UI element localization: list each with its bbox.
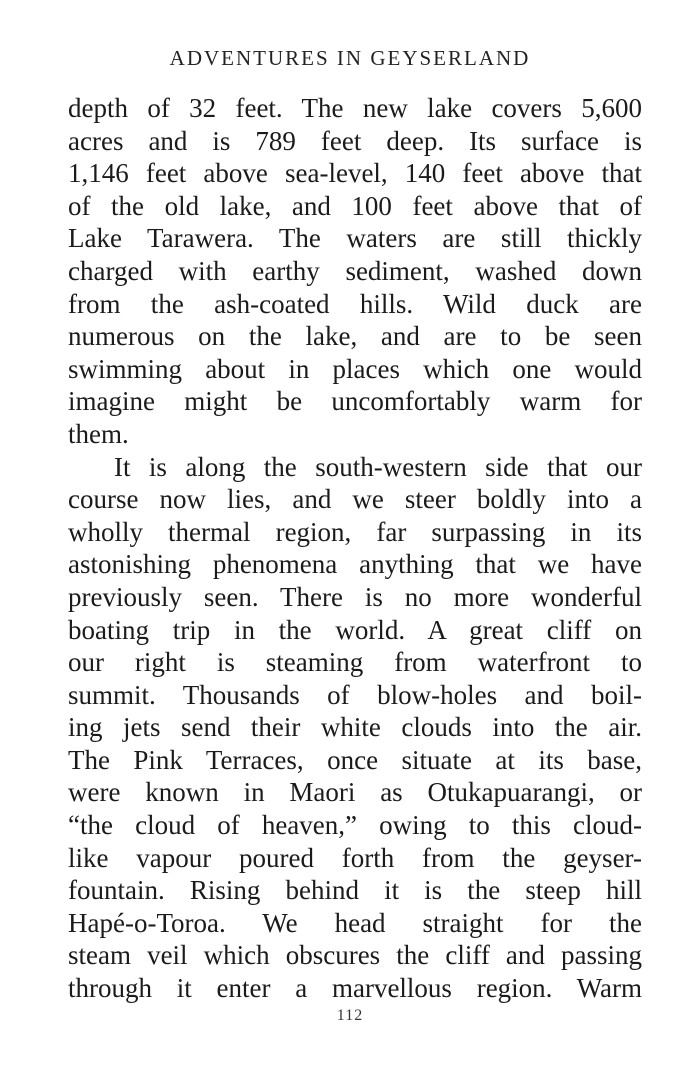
text-line: imagine might be uncomfortably warm for (68, 386, 642, 417)
text-line: summit. Thousands of blow-holes and boil- (68, 679, 642, 710)
text-line: boating trip in the world. A great cliff on (68, 614, 642, 645)
text-line: swimming about in places which one would (68, 353, 642, 384)
text-line: The Pink Terraces, once situate at its base, (68, 744, 642, 775)
text-line: Hapé-o-Toroa. We head straight for the (68, 907, 642, 938)
text-line: previously seen. There is no more wonderful (68, 581, 642, 612)
text-line: It is along the south-western side that our (114, 451, 642, 482)
text-line: our right is steaming from waterfront to (68, 647, 642, 678)
text-line: numerous on the lake, and are to be seen (68, 321, 642, 352)
text-line: ing jets send their white clouds into the air. (68, 712, 642, 743)
text-line: course now lies, and we steer boldly into a (68, 484, 642, 515)
paragraph-2 (68, 451, 642, 1005)
text-line: charged with earthy sediment, washed down (68, 255, 642, 286)
text-line: 1,146 feet above sea-level, 140 feet above that (68, 158, 642, 189)
text-line: through it enter a marvellous region. Warm (68, 973, 642, 1004)
page-number: 112 (336, 1007, 364, 1024)
text-line: astonishing phenomena anything that we have (68, 549, 642, 580)
text-line: like vapour poured forth from the geyser- (68, 842, 642, 873)
running-head: ADVENTURES IN GEYSERLAND (169, 46, 531, 70)
text-line: wholly thermal region, far surpassing in its (68, 516, 642, 547)
text-line: depth of 32 feet. The new lake covers 5,600 (68, 93, 642, 123)
text-line: them. (68, 418, 129, 449)
text-line: fountain. Rising behind it is the steep hill (68, 875, 642, 906)
text-line: acres and is 789 feet deep. Its surface is (68, 125, 642, 156)
body-text (68, 92, 642, 1005)
text-line: were known in Maori as Otukapuarangi, or (68, 777, 642, 808)
text-line: of the old lake, and 100 feet above that of (68, 190, 642, 221)
text-line: from the ash-coated hills. Wild duck are (68, 288, 642, 319)
text-line: Lake Tarawera. The waters are still thickly (68, 223, 642, 254)
text-line: “the cloud of heaven,” owing to this cloud- (68, 810, 642, 841)
paragraph-1 (68, 92, 642, 451)
text-line: steam veil which obscures the cliff and passing (68, 940, 642, 971)
